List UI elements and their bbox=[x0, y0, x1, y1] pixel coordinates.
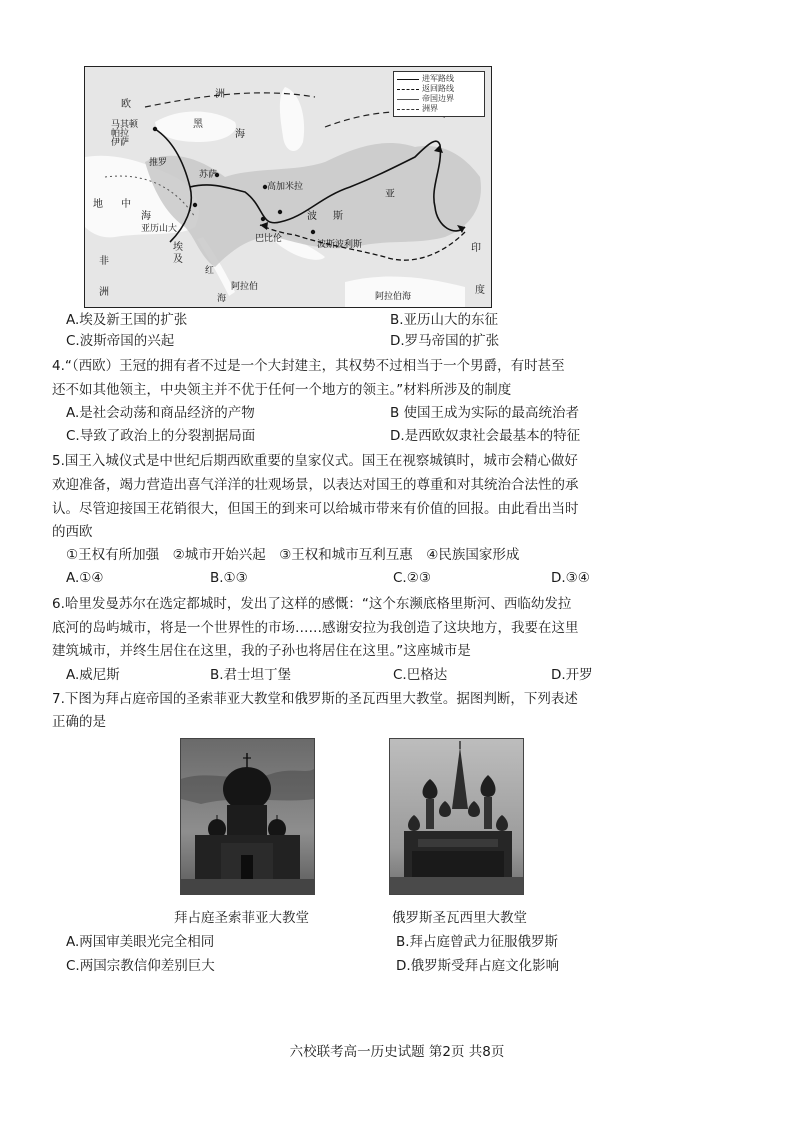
caption-saint-basil: 俄罗斯圣瓦西里大教堂 bbox=[392, 910, 527, 926]
q4-stem-line-1: 4.“（西欧）王冠的拥有者不过是一个大封建主，其权势不过相当于一个男爵，有时甚至 bbox=[52, 358, 565, 374]
saint-basil-photo bbox=[389, 738, 524, 895]
q5-option-d: D.③④ bbox=[551, 570, 590, 586]
legend-continent-border: 洲界 bbox=[397, 104, 481, 114]
map-legend bbox=[393, 71, 485, 117]
q6-option-c: C.巴格达 bbox=[393, 667, 448, 683]
map-label-hai: 海 bbox=[235, 129, 245, 140]
map-label-persepolis: 波斯波利斯 bbox=[317, 240, 363, 250]
map-label-arbela: 阿拉伯 bbox=[231, 282, 259, 292]
map-label-tyre: 推罗 bbox=[149, 158, 168, 168]
map-label-alexandria: 亚历山大 bbox=[141, 224, 178, 234]
church-dome-image bbox=[181, 739, 314, 894]
q6-stem-line-3: 建筑城市，并终生居住在这里，我的子孙也将居住在这里。”这座城市是 bbox=[52, 643, 471, 659]
map-label-susa: 苏萨 bbox=[199, 170, 218, 180]
hagia-sophia-photo bbox=[180, 738, 315, 895]
map-label-arabian-sea: 阿拉伯海 bbox=[375, 292, 412, 302]
q7-stem-line-1: 7.下图为拜占庭帝国的圣索菲亚大教堂和俄罗斯的圣瓦西里大教堂。据图判断，下列表述 bbox=[52, 691, 578, 707]
q7-option-a: A.两国审美眼光完全相同 bbox=[66, 934, 215, 950]
q6-stem-line-1: 6.哈里发曼苏尔在选定都城时，发出了这样的感慨：“这个东濒底格里斯河、西临幼发拉 bbox=[52, 596, 572, 612]
map-label-egypt: 埃 及 bbox=[173, 242, 183, 265]
map-label-red: 红 bbox=[205, 266, 215, 276]
q4-option-d: D.是西欧奴隶社会最基本的特征 bbox=[390, 428, 581, 444]
solid-line-icon bbox=[397, 79, 419, 80]
q7-option-c: C.两国宗教信仰差别巨大 bbox=[66, 958, 215, 974]
map-label-hei: 黑 bbox=[193, 119, 203, 130]
q6-stem-line-2: 底河的岛屿城市，将是一个世界性的市场……感谢安拉为我创造了这块地方，我要在这里 bbox=[52, 620, 579, 636]
q5-option-a: A.①④ bbox=[66, 570, 104, 586]
q3-option-a: A.埃及新王国的扩张 bbox=[66, 312, 188, 328]
map-label-persia-si: 斯 bbox=[333, 211, 343, 222]
q6-option-d: D.开罗 bbox=[551, 667, 593, 683]
q4-option-c: C.导致了政治上的分裂割据局面 bbox=[66, 428, 256, 444]
continent-line-icon bbox=[397, 109, 419, 110]
legend-advance: 进军路线 bbox=[397, 74, 481, 84]
map-label-sea: 海 bbox=[217, 294, 227, 304]
q5-option-b: B.①③ bbox=[210, 570, 248, 586]
q5-option-c: C.②③ bbox=[393, 570, 431, 586]
onion-domes-image bbox=[390, 739, 523, 894]
q7-option-b: B.拜占庭曾武力征服俄罗斯 bbox=[396, 934, 559, 950]
page-footer: 六校联考高一历史试题 第2页 共8页 bbox=[289, 1044, 505, 1060]
map-label-yin: 印 bbox=[471, 243, 481, 254]
q7-stem-line-2: 正确的是 bbox=[52, 714, 106, 730]
map-label-babylon: 巴比伦 bbox=[255, 234, 283, 244]
q5-items: ①王权有所加强 ②城市开始兴起 ③王权和城市互利互惠 ④民族国家形成 bbox=[66, 547, 520, 563]
border-line-icon bbox=[397, 99, 419, 100]
q5-stem-line-1: 5.国王入城仪式是中世纪后期西欧重要的皇家仪式。国王在视察城镇时，城市会精心做好 bbox=[52, 453, 578, 469]
caption-hagia-sophia: 拜占庭圣索菲亚大教堂 bbox=[174, 910, 309, 926]
q7-option-d: D.俄罗斯受拜占庭文化影响 bbox=[396, 958, 560, 974]
q4-option-a: A.是社会动荡和商品经济的产物 bbox=[66, 405, 255, 421]
q6-option-b: B.君士坦丁堡 bbox=[210, 667, 292, 683]
q4-stem-line-2: 还不如其他领主，中央领主并不优于任何一个地方的领主。”材料所涉及的制度 bbox=[52, 382, 512, 398]
legend-empire-border: 帝国边界 bbox=[397, 94, 481, 104]
alexander-campaign-map bbox=[84, 66, 492, 308]
q3-option-b: B.亚历山大的东征 bbox=[390, 312, 499, 328]
map-label-fei: 非 bbox=[99, 256, 109, 267]
map-label-di: 地 bbox=[93, 199, 103, 210]
q6-option-a: A.威尼斯 bbox=[66, 667, 120, 683]
q3-option-d: D.罗马帝国的扩张 bbox=[390, 333, 500, 349]
q4-option-b: B 使国王成为实际的最高统治者 bbox=[390, 405, 580, 421]
map-label-macedonia: 马其顿 帕拉 伊萨 bbox=[111, 120, 139, 148]
dashed-line-icon bbox=[397, 89, 419, 90]
q5-stem-line-2: 欢迎准备，竭力营造出喜气洋洋的壮观场景，以表达对国王的尊重和对其统治合法性的承 bbox=[52, 477, 579, 493]
legend-return: 返回路线 bbox=[397, 84, 481, 94]
map-label-hai2: 海 bbox=[141, 211, 151, 222]
map-label-persia-bo: 波 bbox=[307, 211, 317, 222]
map-label-ya: 亚 bbox=[385, 189, 395, 200]
map-label-gaugamela: 高加米拉 bbox=[267, 182, 304, 192]
map-label-zhou: 洲 bbox=[215, 89, 225, 100]
map-label-zhou2: 洲 bbox=[99, 287, 109, 298]
map-label-europe: 欧 bbox=[121, 99, 131, 110]
q5-stem-line-3: 认。尽管迎接国王花销很大，但国王的到来可以给城市带来有价值的回报。由此看出当时 bbox=[52, 501, 579, 517]
q3-option-c: C.波斯帝国的兴起 bbox=[66, 333, 175, 349]
map-label-du: 度 bbox=[475, 285, 485, 296]
q5-stem-line-4: 的西欧 bbox=[52, 524, 93, 540]
map-label-zhong: 中 bbox=[121, 199, 131, 210]
